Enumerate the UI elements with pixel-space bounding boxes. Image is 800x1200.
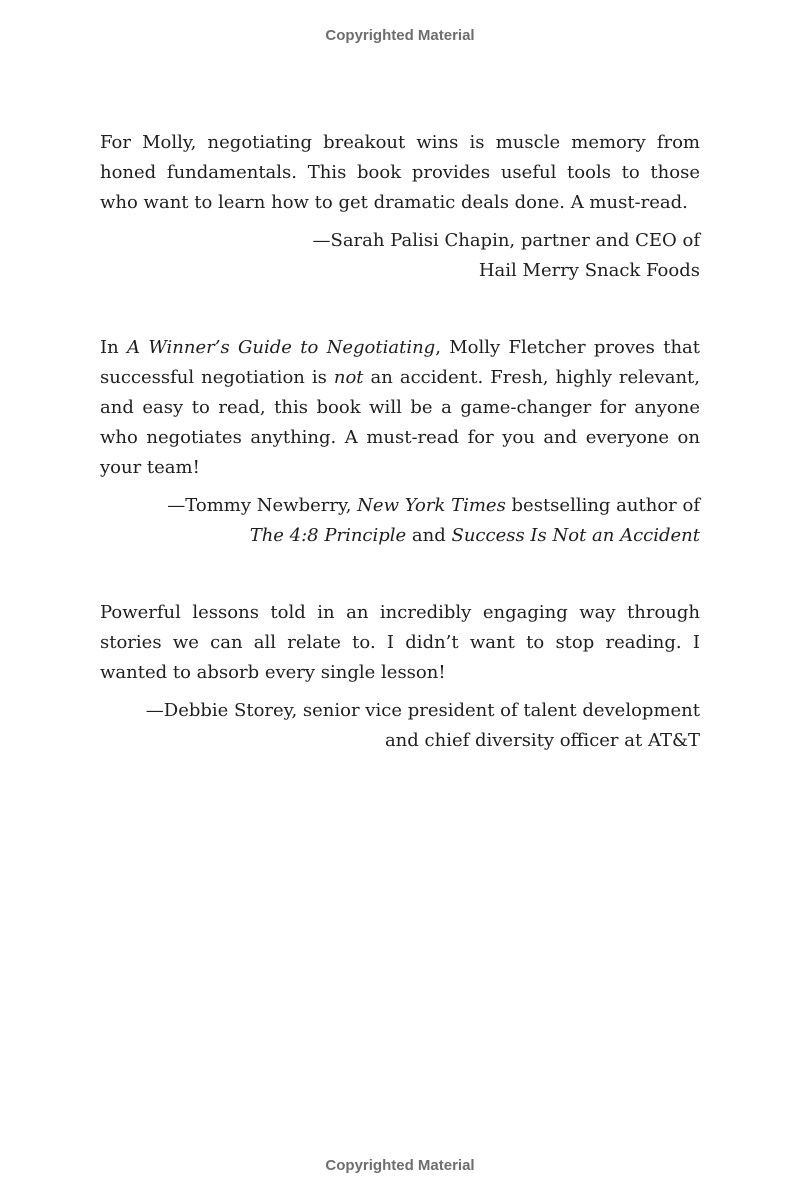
attribution-line: and chief diversity officer at AT&T xyxy=(384,730,700,751)
endorsement-quote: For Molly, negotiating breakout wins is muscle memory from honed fundamentals. This book provides useful tools to those who want to learn how to get dramatic deals done. A must-read. xyxy=(100,132,700,213)
attribution-line: —Debbie Storey, senior vice president of talent development xyxy=(145,700,700,721)
book-title: A Winner’s Guide to Negotiating xyxy=(127,337,436,358)
copyright-watermark-top: Copyrighted Material xyxy=(325,27,475,44)
endorsement-attribution xyxy=(100,696,700,756)
endorsement-3 xyxy=(100,598,700,756)
attribution-line: —Sarah Palisi Chapin, partner and CEO of xyxy=(312,230,700,251)
endorsement-2 xyxy=(100,333,700,551)
attribution-role: bestselling author of xyxy=(505,495,700,516)
emphasis: not xyxy=(333,367,364,388)
quote-text: In xyxy=(100,337,128,358)
endorsement-attribution xyxy=(100,226,700,286)
attribution-line xyxy=(100,491,700,521)
quote-text: , Molly Fletcher proves that successful negotiation is xyxy=(100,337,701,388)
publication-name: New York Times xyxy=(357,495,506,516)
quote-text: an accident. Fresh, highly relevant, and easy to read, this book will be a game-changer for anyone who negotiates anything. A must-read for you and everyone on your team! xyxy=(100,367,700,478)
attribution-line: Hail Merry Snack Foods xyxy=(478,260,700,281)
book-title: Success Is Not an Accident xyxy=(451,525,700,546)
endorsement-1 xyxy=(100,128,700,286)
book-title: The 4:8 Principle xyxy=(249,525,407,546)
copyright-watermark-bottom: Copyrighted Material xyxy=(325,1157,475,1174)
attribution-name: —Tommy Newberry, xyxy=(167,495,358,516)
endorsement-attribution xyxy=(100,491,700,551)
attribution-line xyxy=(100,521,700,551)
endorsement-quote: Powerful lessons told in an incredibly engaging way through stories we can all relate to. I didn’t want to stop reading. I wanted to absorb every single lesson! xyxy=(100,602,700,683)
conjunction: and xyxy=(406,525,452,546)
endorsement-quote xyxy=(100,333,700,483)
